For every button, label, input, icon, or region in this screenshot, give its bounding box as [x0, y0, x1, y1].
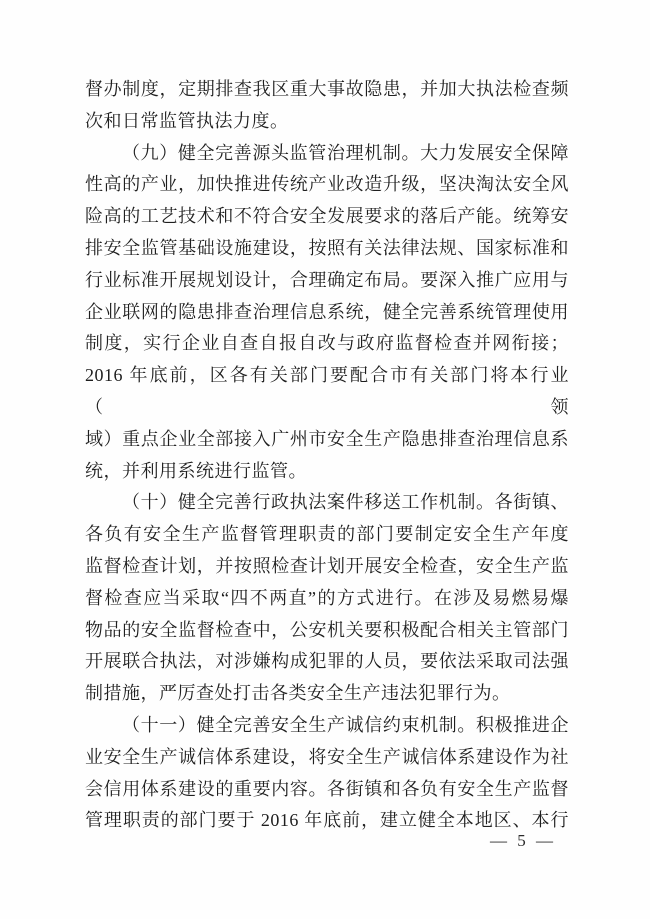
- page-number: — 5 —: [490, 831, 556, 850]
- text-line: 制度，实行企业自查自报自改与政府监督检查并网衔接；: [85, 333, 569, 354]
- text-line: 物品的安全监督检查中，公安机关要积极配合相关主管部门: [85, 619, 569, 640]
- text-line: 企业联网的隐患排查治理信息系统，健全完善系统管理使用: [85, 301, 569, 322]
- text-line: 业安全生产诚信体系建设，将安全生产诚信体系建设作为社: [85, 746, 569, 767]
- text-line: 统，并利用系统进行监管。: [85, 460, 307, 481]
- text-line-section-9: （九）健全完善源头监管治理机制。大力发展安全保障: [122, 142, 569, 163]
- text-line: 排安全监管基础设施建设，按照有关法律法规、国家标准和: [85, 237, 569, 258]
- text-line-section-10: （十）健全完善行政执法案件移送工作机制。各街镇、: [122, 492, 569, 513]
- text-line: 管理职责的部门要于 2016 年底前，建立健全本地区、本行: [85, 810, 569, 831]
- text-line: 域）重点企业全部接入广州市安全生产隐患排查治理信息系: [85, 428, 569, 449]
- text-line: 险高的工艺技术和不符合安全发展要求的落后产能。统筹安: [85, 206, 569, 227]
- text-line: 督检查应当采取“四不两直”的方式进行。在涉及易燃易爆: [85, 587, 569, 608]
- text-line-section-11: （十一）健全完善安全生产诚信约束机制。积极推进企: [122, 714, 569, 735]
- text-line: 开展联合执法，对涉嫌构成犯罪的人员，要依法采取司法强: [85, 651, 569, 672]
- text-line: 2016 年底前，区各有关部门要配合市有关部门将本行业（领: [85, 365, 569, 417]
- document-body: [85, 74, 569, 837]
- text-line: 行业标准开展规划设计，合理确定布局。要深入推广应用与: [85, 269, 569, 290]
- text-line: 会信用体系建设的重要内容。各街镇和各负有安全生产监督: [85, 778, 569, 799]
- text-line: 制措施，严厉查处打击各类安全生产违法犯罪行为。: [85, 683, 511, 704]
- text-line: 监督检查计划，并按照检查计划开展安全检查，安全生产监: [85, 555, 569, 576]
- text-line: 性高的产业，加快推进传统产业改造升级，坚决淘汰安全风: [85, 174, 569, 195]
- text-line: 次和日常监管执法力度。: [85, 110, 289, 131]
- text-line: 各负有安全生产监督管理职责的部门要制定安全生产年度: [85, 524, 569, 545]
- text-line: 督办制度，定期排查我区重大事故隐患，并加大执法检查频: [85, 79, 569, 99]
